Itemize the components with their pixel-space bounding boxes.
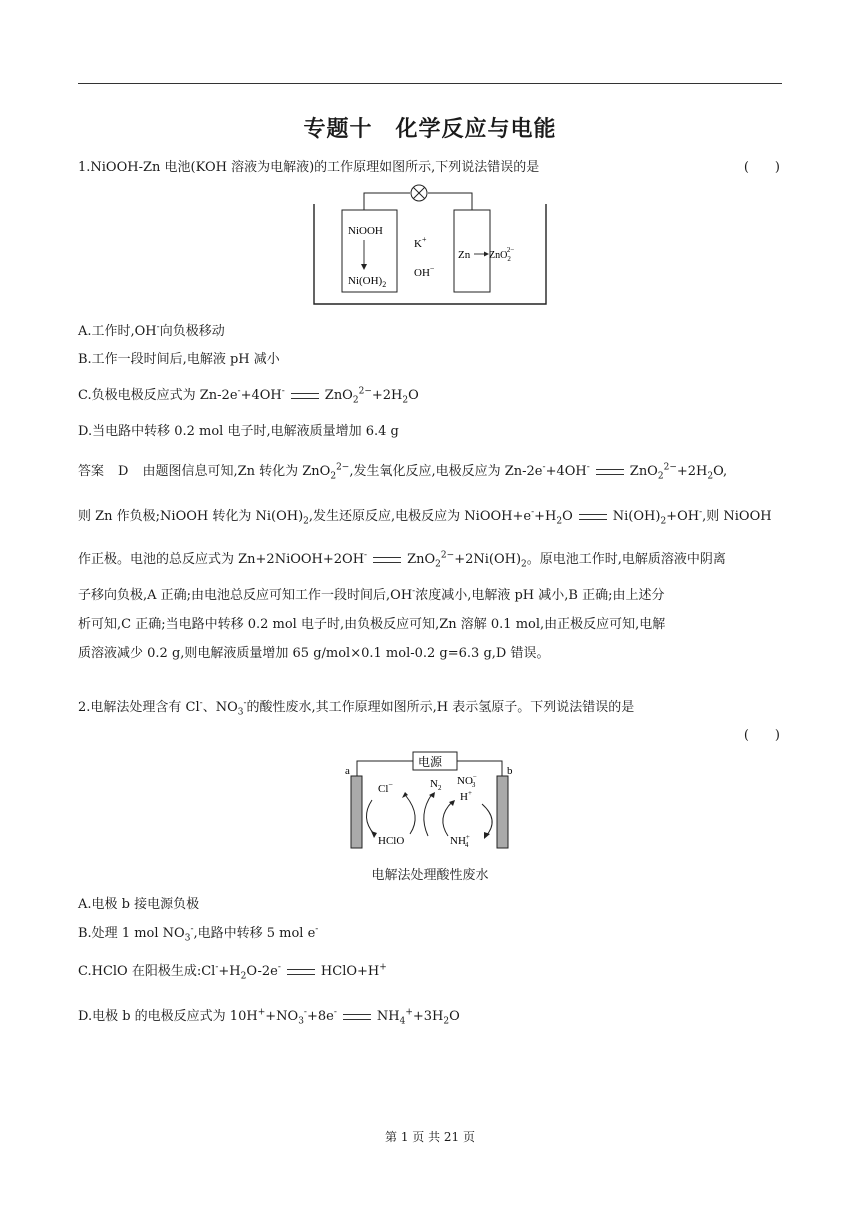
svg-text:Ni(OH)2: $Ni(OH)_2$ [348, 275, 387, 289]
electrode-b [497, 776, 508, 848]
curve-arrow-icon [371, 831, 377, 838]
zincate-label: ZnO [489, 250, 508, 261]
electrode-b-label: b [507, 765, 513, 777]
q2-option-c: C.HClO 在阳极生成$:Cl^-+H_2O-2e^-$ HClO+H+ [78, 962, 387, 982]
hclo-label: HClO [378, 835, 405, 847]
q1-answer-line-3: 作正极。电池的总反应式为 Zn+2NiOOH+2OH- $ZnO_2^{2-}+2Ni(OH)_2$。原电池工作时,电解质溶液中阴离 [78, 550, 726, 570]
q1-answer-line-2: 则 Zn 作负极;NiOOH 转化为 $Ni(OH)_2$,发生还原反应,电极反应为 $NiOOH+e^-+H_2O$ $Ni(OH)_2+OH^-$,则 NiOOH [78, 507, 772, 527]
q2-option-d: D.电极 b 的电极反应式为 $10H^++NO_3^-+8e^-$ $NH_4^++3H_2O$ [78, 1007, 460, 1027]
nitrate-label: NO [457, 775, 473, 787]
svg-text:OH−: OH− [414, 264, 435, 279]
ammonium-label: NH [450, 835, 466, 847]
page-title: 专题十 化学反应与电能 [303, 117, 557, 142]
left-top-label: NiOOH [348, 225, 383, 237]
svg-text:NO−3: NO− 3 [457, 773, 477, 789]
q1-stem: 1.NiOOH-Zn 电池(KOH 溶液为电解液)的工作原理如图所示,下列说法错误的是 [78, 160, 540, 175]
q1-answer-line-5: 析可知,C 正确;当电路中转移 0.2 mol 电子时,由负极反应可知,Zn 溶解 0.1 mol,由正极反应可知,电解 [78, 617, 666, 632]
q1-option-d: D.当电路中转移 0.2 mol 电子时,电解液质量增加 6.4 g [78, 424, 399, 439]
proton-label: H [460, 791, 468, 803]
q1-answer-blank: ( ) [743, 160, 780, 175]
svg-text:NH+4: NH+ 4 [450, 833, 470, 849]
electrode-a-label: a [345, 765, 350, 777]
q2-figure-caption: 电解法处理酸性废水 [371, 868, 489, 883]
q1-option-a: A.工作时,OH-向负极移动 [78, 322, 225, 339]
svg-text:ZnO22−: ZnO$_2$2− [489, 246, 515, 263]
q2-option-a: A.电极 b 接电源负极 [78, 897, 200, 912]
wire-right [428, 193, 472, 210]
electrode-a [351, 776, 362, 848]
k-ion-label: K [414, 238, 422, 250]
svg-text:H+: H+ [460, 789, 472, 803]
svg-text:N2: $N_2$ [430, 778, 442, 792]
q2-answer-blank: ( ) [743, 728, 780, 743]
q1-option-c: C.负极电极反应式为 Zn-2e-+4OH- $ZnO_2^{2-}+2H_2O$ [78, 386, 419, 406]
n2-label: N [430, 778, 438, 790]
left-bottom-label: Ni(OH) [348, 275, 383, 287]
q1-answer-line-1: 答案 D 由题图信息可知,Zn 转化为 ZnO$_2^{2-}$,发生氧化反应,电极反应为 Zn-2e-+4OH- $ZnO_2^{2-}+2H_2O$, [78, 462, 728, 482]
q1-battery-figure [300, 176, 560, 310]
svg-text:K+: K+ [414, 235, 427, 250]
power-label: 电源 [418, 755, 443, 769]
page-footer: 第 1 页 共 21 页 [385, 1130, 475, 1144]
q1-answer-line-6: 质溶液减少 0.2 g,则电解液质量增加 65 g/mol×0.1 mol-0.2 g=6.3 g,D 错误。 [78, 646, 550, 661]
chloride-label: Cl [378, 783, 389, 795]
header-rule [78, 83, 782, 84]
wire-left [364, 193, 410, 210]
oh-ion-label: OH [414, 267, 430, 279]
q2-electrolysis-figure [340, 750, 530, 856]
zn-label: Zn [458, 249, 471, 261]
svg-text:Cl−: Cl− [378, 780, 393, 795]
q2-stem: 2.电解法处理含有 Cl-、$NO_3^-$的酸性废水,其工作原理如图所示,H 表示氢原子。下列说法错误的是 [78, 698, 635, 718]
q1-answer-line-4: 子移向负极,A 正确;由电池总反应可知工作一段时间后,OH-浓度减小,电解液 pH 减小,B 正确;由上述分 [78, 586, 665, 603]
q1-option-b: B.工作一段时间后,电解液 pH 减小 [78, 352, 280, 367]
q2-option-b: B.处理 1 mol $NO_3^-$,电路中转移 5 mol e- [78, 924, 319, 944]
